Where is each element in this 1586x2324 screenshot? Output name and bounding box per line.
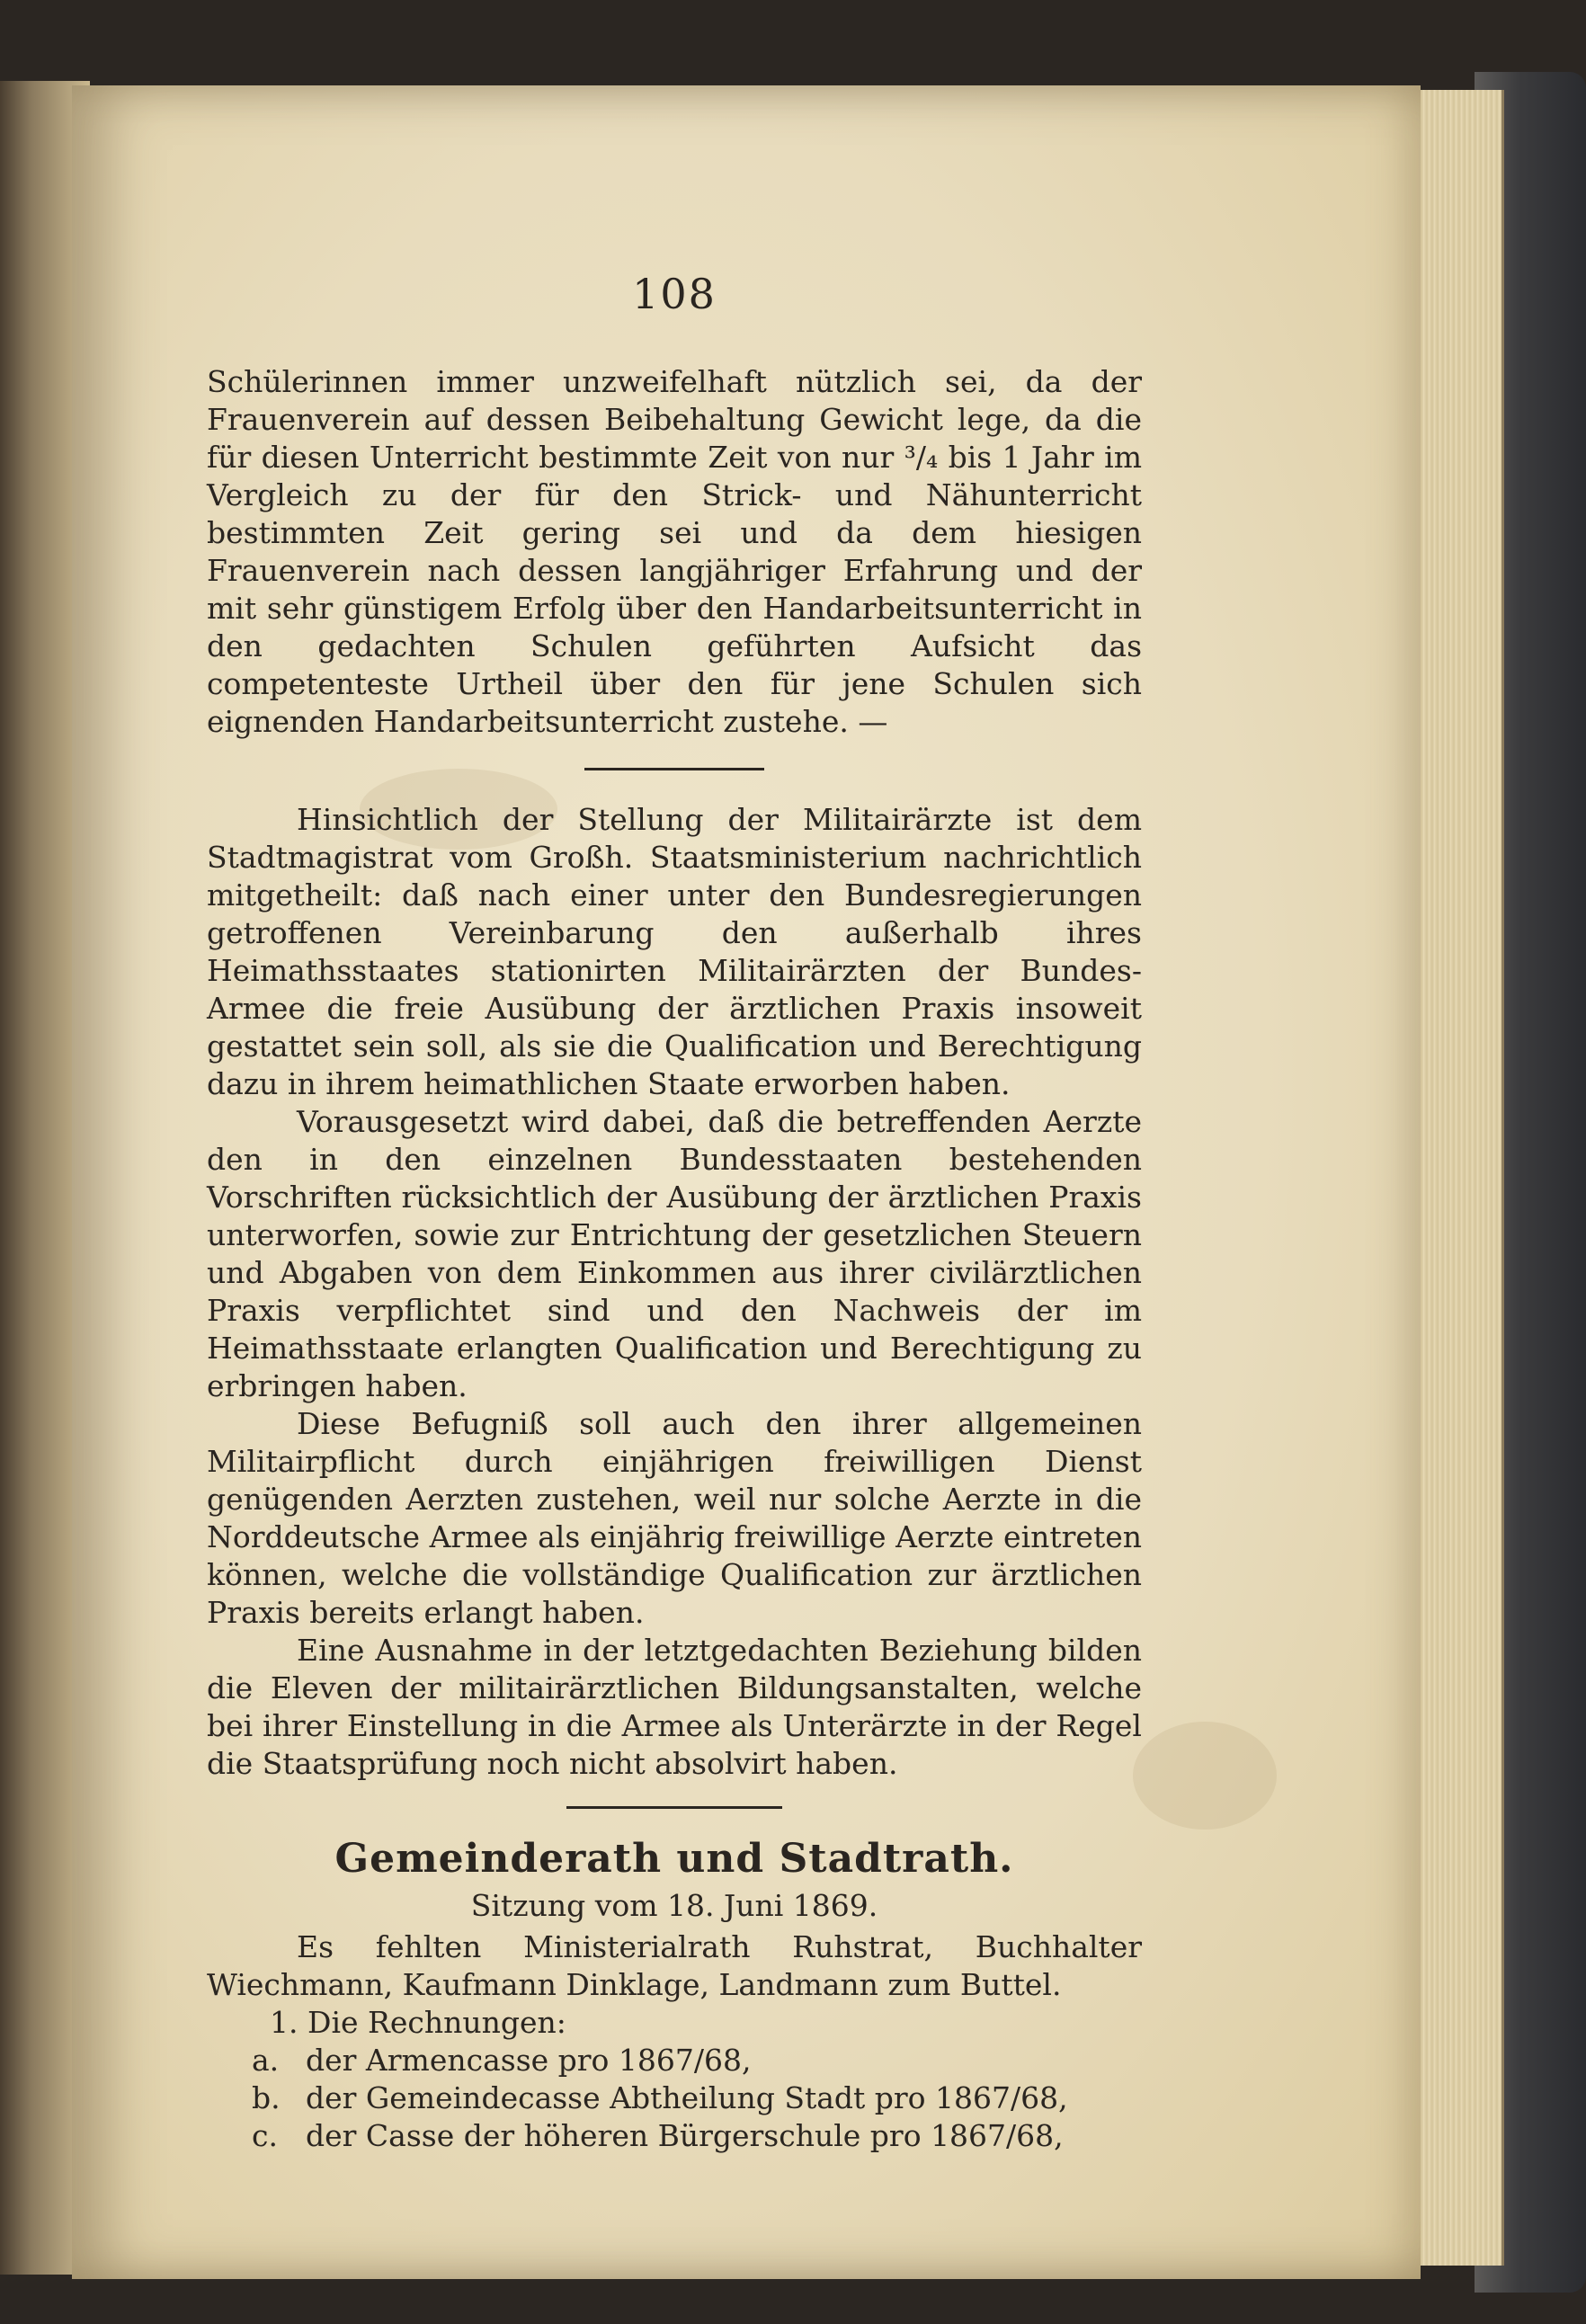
subitem-label: a. bbox=[252, 2043, 280, 2078]
session-date: Sitzung vom 18. Juni 1869. bbox=[470, 1888, 878, 1923]
subitem-label: c. bbox=[252, 2118, 278, 2153]
agenda-item-number: 1. bbox=[270, 2005, 298, 2040]
agenda-subitem bbox=[207, 2079, 1142, 2117]
subitem-text: der Casse der höheren Bürgerschule pro 1867/68, bbox=[306, 2118, 1064, 2153]
paragraph-exception: Eine Ausnahme in der letztgedachten Beziehung bilden die Eleven der militairärztlichen Bildungsanstalten, welche bei ihrer Einstellung in die Armee als Unterärzte in der Regel die Staatsprüfung noch nicht absolvirt haben. bbox=[207, 1633, 1142, 1781]
agenda-item bbox=[207, 2004, 1142, 2042]
absent-members: Es fehlten Ministerialrath Ruhstrat, Buchhalter Wiechmann, Kaufmann Dinklage, Landmann zum Buttel. bbox=[207, 1929, 1142, 2002]
subitem-text: der Gemeindecasse Abtheilung Stadt pro 1867/68, bbox=[306, 2080, 1068, 2115]
section-heading: Gemeinderath und Stadtrath. bbox=[334, 1836, 1014, 1882]
paragraph-preconditions: Vorausgesetzt wird dabei, daß die betreffenden Aerzte den in den einzelnen Bundesstaaten bestehenden Vorschriften rücksichtlich der Ausübung der ärztlichen Praxis unterworfen, sowie zur Entrichtung der gesetzlichen Steuern und Abgaben von dem Einkommen aus ihrer civilärztlichen Praxis verpflichtet sind und den Nachweis der im Heimathsstaate erlangten Qualification und Berechtigung zu erbringen haben. bbox=[207, 1104, 1142, 1403]
page-text bbox=[207, 270, 1142, 2155]
paragraph-military-doctors: Hinsichtlich der Stellung der Militairärzte ist dem Stadtmagistrat vom Großh. Staatsministerium nachrichtlich mitgetheilt: daß nach einer unter den Bundesregierungen getroffenen Vereinbarung den außerhalb ihres Heimathsstaates stationirten Militairärzten der Bundes-Armee die freie Ausübung der ärztlichen Praxis insoweit gestattet sein soll, als sie die Qualification und Berechtigung dazu in ihrem heimathlichen Staate erworben haben. bbox=[207, 802, 1142, 1101]
paragraph-volunteer-doctors: Diese Befugniß soll auch den ihrer allgemeinen Militairpflicht durch einjährigen freiwilligen Dienst genügenden Aerzten zustehen, weil nur solche Aerzte in die Norddeutsche Armee als einjährig freiwillige Aerzte eintreten können, welche die vollständige Qualification zur ärztlichen Praxis bereits erlangt haben. bbox=[207, 1406, 1142, 1630]
agenda-item-title: Die Rechnungen: bbox=[307, 2005, 566, 2040]
intro-paragraph: Schülerinnen immer unzweifelhaft nützlich sei, da der Frauenverein auf dessen Beibehaltung Gewicht lege, da die für diesen Unterricht bestimmte Zeit von nur ³/₄ bis 1 Jahr im Vergleich zu der für den Strick- und Nähunterricht bestimmten Zeit gering sei und da dem hiesigen Frauenverein nach dessen langjähriger Erfahrung und der mit sehr günstigem Erfolg über den Handarbeitsunterricht in den gedachten Schulen geführten Aufsicht das competenteste Urtheil über den für jene Schulen sich eignenden Handarbeitsunterricht zustehe. — bbox=[207, 364, 1142, 739]
subitem-label: b. bbox=[252, 2080, 281, 2115]
section-divider bbox=[584, 768, 764, 770]
agenda-subitem bbox=[207, 2117, 1142, 2155]
subitem-text: der Armencasse pro 1867/68, bbox=[306, 2043, 752, 2078]
page-number: 108 bbox=[632, 270, 717, 318]
agenda-subitem bbox=[207, 2042, 1142, 2079]
paper-stain bbox=[1133, 1722, 1277, 1830]
section-divider bbox=[566, 1806, 782, 1809]
